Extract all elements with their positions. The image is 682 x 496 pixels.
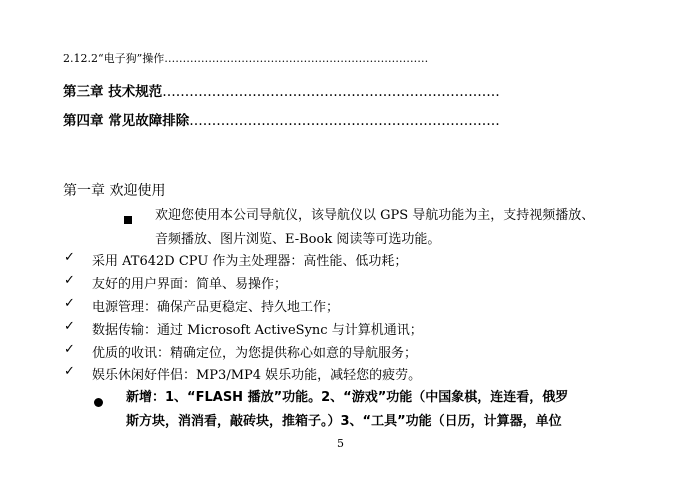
feature-item: 电源管理：确保产品更稳定、持久地工作；	[92, 300, 340, 315]
page-number: 5	[337, 437, 344, 450]
check-icon: ✓	[64, 364, 75, 379]
check-icon: ✓	[64, 342, 75, 357]
chapter1-heading: 第一章 欢迎使用	[63, 183, 166, 199]
new-features-line-1: 新增：1、“FLASH 播放”功能。2、“游戏”功能（中国象棋，连连看，俄罗	[126, 390, 569, 405]
feature-item: 采用 AT642D CPU 作为主处理器：高性能、低功耗；	[92, 254, 408, 269]
toc-entry-2-12-2[interactable]	[63, 50, 428, 66]
toc-chapter3-dots: …………………………………………………………………	[162, 84, 500, 100]
check-icon: ✓	[64, 296, 75, 311]
toc-chapter4-title: 第四章 常见故障排除	[63, 113, 190, 129]
feature-item: 优质的收讯：精确定位，为您提供称心如意的导航服务；	[92, 346, 418, 361]
toc-chapter3-title: 第三章 技术规范	[63, 84, 163, 100]
square-bullet-icon	[124, 209, 132, 228]
feature-item: 友好的用户界面：简单、易操作；	[92, 277, 288, 292]
feature-item: 娱乐休闲好伴侣：MP3/MP4 娱乐功能，减轻您的疲劳。	[92, 368, 422, 383]
intro-line-2: 音频播放、图片浏览、E-Book 阅读等可选功能。	[155, 232, 441, 247]
new-features-line-2: 斯方块，消消看，敲砖块，推箱子。）3、“工具”功能（日历，计算器，单位	[126, 414, 562, 429]
toc-entry-chapter3[interactable]	[63, 80, 500, 100]
round-bullet-icon	[94, 392, 103, 411]
check-icon: ✓	[64, 273, 75, 288]
toc-entry-chapter4[interactable]	[63, 109, 500, 129]
check-icon: ✓	[64, 319, 75, 334]
check-icon: ✓	[64, 250, 75, 265]
toc-entry-text: 2.12.2“电子狗”操作………………………………………………………………	[63, 52, 429, 65]
intro-line-1: 欢迎您使用本公司导航仪，该导航仪以 GPS 导航功能为主，支持视频播放、	[155, 208, 595, 223]
feature-item: 数据传输：通过 Microsoft ActiveSync 与计算机通讯；	[92, 323, 423, 338]
toc-chapter4-dots: ……………………………………………………………	[189, 113, 500, 129]
